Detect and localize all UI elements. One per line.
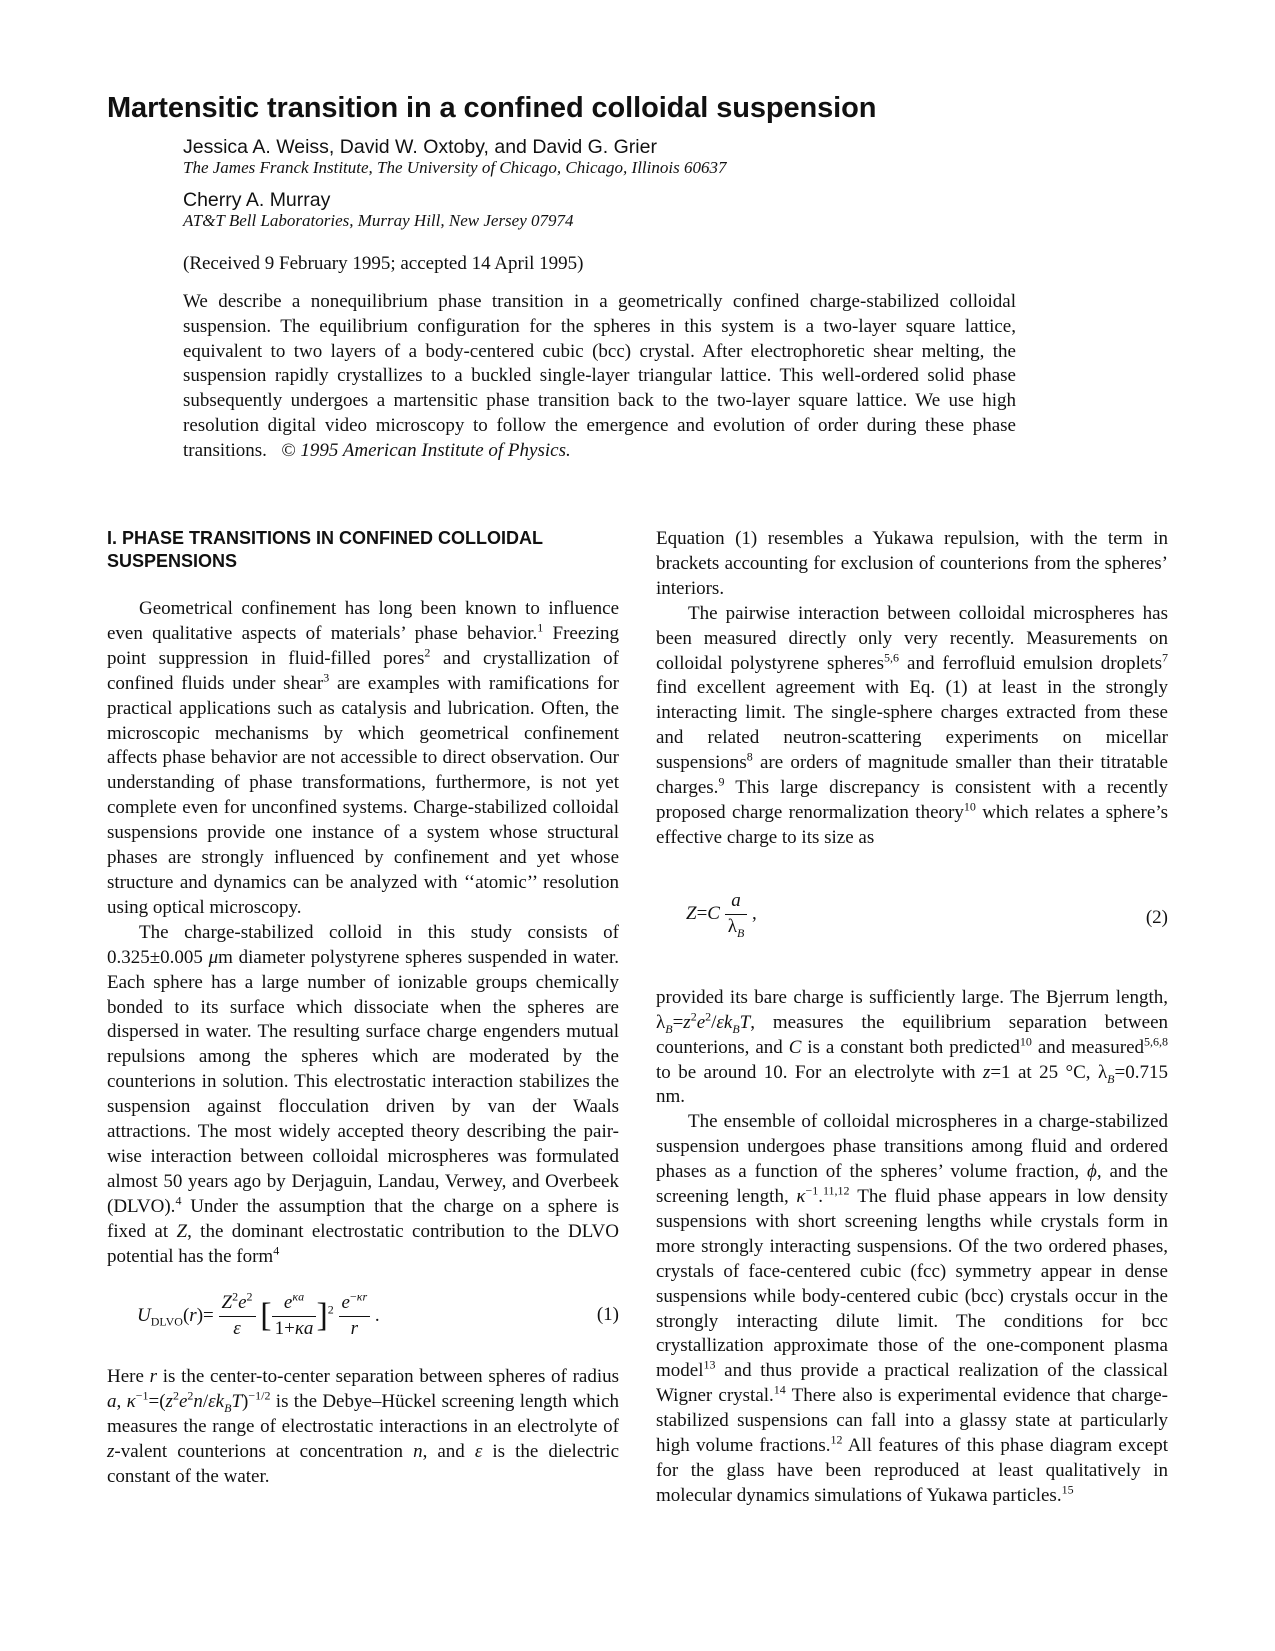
- abstract-text: We describe a nonequilibrium phase transition in a geometrically confined charge-stabilized colloidal suspension. The equilibrium configuration for the spheres in this system is a two-layer square lattice, equivalent to two layers of a body-centered cubic (bcc) crystal. After electrophoretic shear melting, the suspension rapidly crystallizes to a buckled single-layer triangular lattice. This well-ordered solid phase subsequently undergoes a martensitic phase transition back to the two-layer square lattice. We use high resolution digital video microscopy to follow the emergence and evolution of order during these phase transitions.: [183, 291, 1016, 461]
- equation-1-number: (1): [596, 1304, 619, 1326]
- section-heading: I. PHASE TRANSITIONS IN CONFINED COLLOIDAL SUSPENSIONS: [107, 528, 543, 571]
- author-line-1: Jessica A. Weiss, David W. Oxtoby, and David G. Grier: [183, 136, 657, 158]
- equation-1: $U_{DLVO}(r)=$ $\frac{Z^2e^2}{\varepsilon}$ [ $\frac{e^{\kappa a}}{1+\kappa a}$ ]$^2$ $\frac{e^{-\kappa r}}{r}$ . (1): [137, 1290, 619, 1340]
- paragraph: Geometrical confinement has long been known to influence even qualitative aspects of materials’ phase behavior.$^1$ Freezing point suppression in fluid-filled pores$^2$ and crystallization of confined fluids under shear$^3$ are examples with ramifications for practical applications such as catalysis and lubrication. Often, the microscopic mechanisms by which geometrical confinement affects phase behavior are not accessible to direct observation. Our understanding of phase transformations, furthermore, is not yet complete even for unconfined systems. Charge-stabilized colloidal suspensions provide one instance of a system whose structural phases are strongly influenced by confinement and yet whose structure and dynamics can be analyzed with ‘‘atomic’’ resolution using optical microscopy.: [107, 598, 619, 918]
- equation-2: Z=C $\frac{a}{\lambda_B}$ , (2): [686, 889, 1168, 940]
- paragraph: The charge-stabilized colloid in this study consists of 0.325±0.005 μm diameter polystyrene spheres suspended in water. Each sphere has a large number of ionizable groups chemically bonded to its surface which dissociate when the spheres are dispersed in water. The resulting surface charge engenders mutual repulsions among the spheres which are moderated by the counterions in solution. This electrostatic interaction stabilizes the suspension against flocculation driven by van der Waals attractions. The most widely accepted theory describing the pair-wise interaction between colloidal microspheres was formulated almost 50 years ago by Derjaguin, Landau, Verwey, and Overbeek (DLVO).$^4$ Under the assumption that the charge on a sphere is fixed at Z, the dominant electrostatic contribution to the DLVO potential has the form$^4$: [107, 921, 619, 1267]
- paragraph: Equation (1) resembles a Yukawa repulsion, with the term in brackets accounting for exclusion of counterions from the spheres’ interiors.: [656, 528, 1168, 599]
- paragraph: The ensemble of colloidal microspheres in a charge-stabilized suspension undergoes phase transitions among fluid and ordered phases as a function of the spheres’ volume fraction, ϕ, and the screening length, $\kappa^{-1}.^{11,12}$ The fluid phase appears in low density suspensions with short screening lengths while crystals form in more strongly interacting suspensions. Of the two ordered phases, crystals of face-centered cubic (fcc) symmetry appear in dense suspensions while body-centered cubic (bcc) crystals occur in the strongly interacting dilute limit. The conditions for bcc crystallization approximate those of the one-component plasma model$^{13}$ and thus provide a practical realization of the classical Wigner crystal.$^{14}$ There also is experimental evidence that charge-stabilized suspensions can fall into a glassy state at particularly high volume fractions.$^{12}$ All features of this phase diagram except for the glass have been reproduced at least qualitatively in molecular dynamics simulations of Yukawa particles.$^{15}$: [656, 1111, 1168, 1506]
- author-line-2: Cherry A. Murray: [183, 189, 331, 211]
- affiliation-line-2: AT&T Bell Laboratories, Murray Hill, New Jersey 07974: [183, 211, 574, 230]
- abstract: [183, 290, 1016, 464]
- left-column: [107, 527, 619, 1490]
- paragraph: The pairwise interaction between colloidal microspheres has been measured directly only very recently. Measurements on colloidal polystyrene spheres$^{5,6}$ and ferrofluid emulsion droplets$^7$ find excellent agreement with Eq. (1) at least in the strongly interacting limit. The single-sphere charges extracted from these and related neutron-scattering experiments on micellar suspensions$^8$ are orders of magnitude smaller than their titratable charges.$^9$ This large discrepancy is consistent with a recently proposed charge renormalization theory$^{10}$ which relates a sphere’s effective charge to its size as: [656, 602, 1169, 848]
- paragraph: provided its bare charge is sufficiently large. The Bjerrum length, $\lambda_B=z^2e^2/\varepsilon k_BT$, measures the equilibrium separation between counterions, and C is a constant both predicted$^{10}$ and measured$^{5,6,8}$ to be around 10. For an electrolyte with z=1 at 25 °C, $\lambda_B=0.715$ nm.: [656, 986, 1168, 1108]
- paper-title: Martensitic transition in a confined colloidal suspension: [107, 92, 877, 124]
- affiliation-line-1: The James Franck Institute, The University of Chicago, Chicago, Illinois 60637: [183, 158, 727, 177]
- copyright-notice: © 1995 American Institute of Physics.: [281, 439, 571, 461]
- right-column: [656, 527, 1168, 1509]
- equation-2-number: (2): [1145, 906, 1168, 928]
- paragraph: Here r is the center-to-center separation between spheres of radius a, $\kappa^{-1}=(z^2e^2n/\varepsilon k_BT)^{-1/2}$ is the Debye–Hückel screening length which measures the range of electrostatic interactions in an electrolyte of z-valent counterions at concentration n, and ε is the dielectric constant of the water.: [107, 1366, 620, 1488]
- received-dates: (Received 9 February 1995; accepted 14 April 1995): [183, 253, 584, 274]
